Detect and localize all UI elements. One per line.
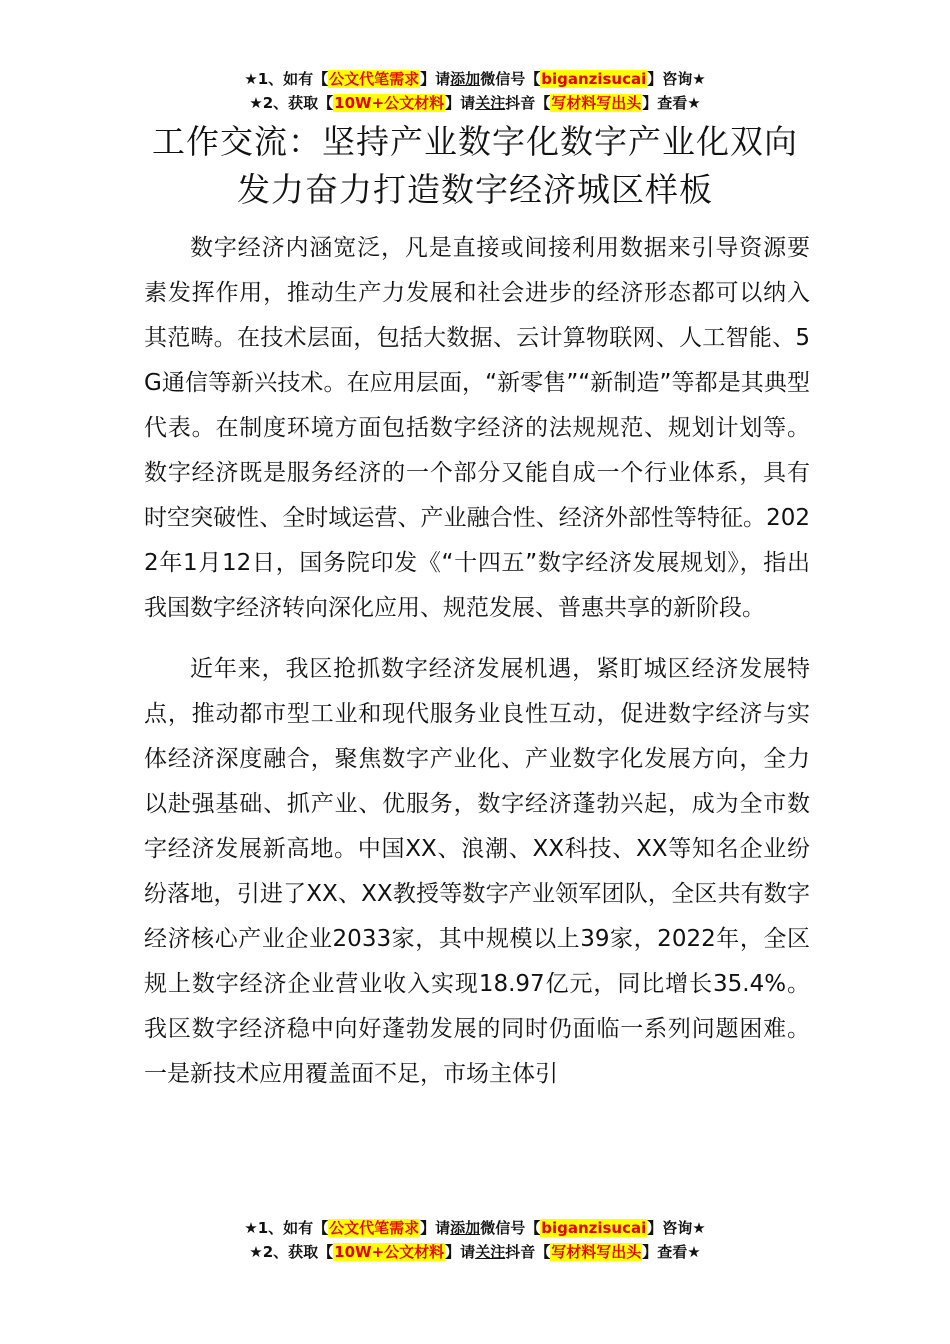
promo-text: 微信号【 bbox=[480, 70, 541, 88]
document-title bbox=[100, 118, 850, 214]
promo-banner-top bbox=[0, 67, 950, 115]
promo-text: 】请 bbox=[420, 70, 451, 88]
star-icon: ★ bbox=[244, 1219, 258, 1237]
underlined-action: 关注 bbox=[475, 1243, 506, 1261]
promo-line-2 bbox=[0, 91, 950, 115]
promo-text: 】查看 bbox=[642, 94, 688, 112]
star-icon: ★ bbox=[692, 1219, 706, 1237]
title-line-1: 工作交流：坚持产业数字化数字产业化双向 bbox=[152, 122, 798, 161]
promo-text: 抖音【 bbox=[505, 1243, 551, 1261]
promo-text: 】咨询 bbox=[647, 70, 693, 88]
underlined-action: 添加 bbox=[450, 70, 481, 88]
star-icon: ★ bbox=[692, 70, 706, 88]
promo-line-2 bbox=[0, 1240, 950, 1264]
title-line-2: 发力奋力打造数字经济城区样板 bbox=[237, 170, 713, 209]
star-icon: ★ bbox=[687, 94, 701, 112]
highlight-wechat-id: biganzisucai bbox=[541, 70, 647, 88]
promo-text: 】咨询 bbox=[647, 1219, 693, 1237]
star-icon: ★ bbox=[244, 70, 258, 88]
underlined-action: 关注 bbox=[475, 94, 506, 112]
promo-text: 】请 bbox=[445, 1243, 476, 1261]
promo-banner-bottom bbox=[0, 1216, 950, 1264]
promo-text: 】查看 bbox=[642, 1243, 688, 1261]
star-icon: ★ bbox=[249, 1243, 263, 1261]
highlight-service: 公文代笔需求 bbox=[329, 70, 420, 88]
highlight-douyin-account: 写材料写出头 bbox=[551, 94, 642, 112]
promo-text: 】请 bbox=[420, 1219, 451, 1237]
promo-text: 2、获取【 bbox=[262, 94, 334, 112]
promo-text: 微信号【 bbox=[480, 1219, 541, 1237]
highlight-materials: 10W+公文材料 bbox=[334, 94, 445, 112]
highlight-douyin-account: 写材料写出头 bbox=[551, 1243, 642, 1261]
star-icon: ★ bbox=[249, 94, 263, 112]
highlight-wechat-id: biganzisucai bbox=[541, 1219, 647, 1237]
underlined-action: 添加 bbox=[450, 1219, 481, 1237]
document-body bbox=[144, 226, 810, 1113]
promo-text: 1、如有【 bbox=[257, 1219, 329, 1237]
paragraph: 近年来，我区抢抓数字经济发展机遇，紧盯城区经济发展特点，推动都市型工业和现代服务业良性互动，促进数字经济与实体经济深度融合，聚焦数字产业化、产业数字化发展方向，全力以赴强基础、抓产业、优服务，数字经济蓬勃兴起，成为全市数字经济发展新高地。中国XX、浪潮、XX科技、XX等知名企业纷纷落地，引进了XX、XX教授等数字产业领军团队，全区共有数字经济核心产业企业2033家，其中规模以上39家，2022年，全区规上数字经济企业营业收入实现18.97亿元，同比增长35.4%。我区数字经济稳中向好蓬勃发展的同时仍面临一系列问题困难。一是新技术应用覆盖面不足，市场主体引 bbox=[144, 656, 810, 1087]
promo-text: 2、获取【 bbox=[262, 1243, 334, 1261]
paragraph: 数字经济内涵宽泛，凡是直接或间接利用数据来引导资源要素发挥作用，推动生产力发展和社会进步的经济形态都可以纳入其范畴。在技术层面，包括大数据、云计算物联网、人工智能、5G通信等新兴技术。在应用层面，“新零售”“新制造”等都是其典型代表。在制度环境方面包括数字经济的法规规范、规划计划等。数字经济既是服务经济的一个部分又能自成一个行业体系，具有时空突破性、全时域运营、产业融合性、经济外部性等特征。2022年1月12日，国务院印发《“十四五”数字经济发展规划》，指出我国数字经济转向深化应用、规范发展、普惠共享的新阶段。 bbox=[144, 235, 810, 621]
highlight-materials: 10W+公文材料 bbox=[334, 1243, 445, 1261]
highlight-service: 公文代笔需求 bbox=[329, 1219, 420, 1237]
promo-text: 1、如有【 bbox=[257, 70, 329, 88]
promo-line-1 bbox=[0, 67, 950, 91]
promo-line-1 bbox=[0, 1216, 950, 1240]
promo-text: 抖音【 bbox=[505, 94, 551, 112]
star-icon: ★ bbox=[687, 1243, 701, 1261]
promo-text: 】请 bbox=[445, 94, 476, 112]
